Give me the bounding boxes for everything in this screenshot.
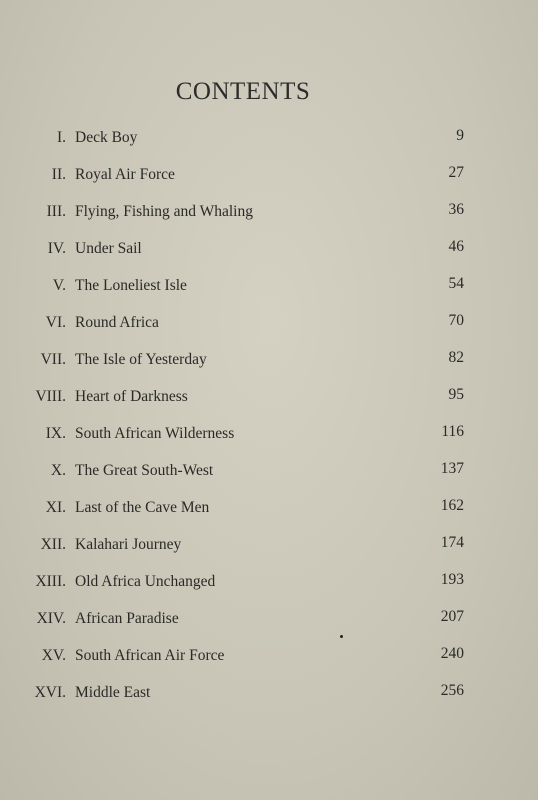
- toc-entry: [0, 276, 538, 313]
- toc-entry: [0, 572, 538, 609]
- chapter-page-number: 27: [448, 164, 464, 181]
- chapter-numeral: XIII.: [35, 573, 66, 590]
- toc-entry: [0, 128, 538, 165]
- toc-entry: [0, 609, 538, 646]
- chapter-numeral: XVI.: [34, 684, 66, 701]
- chapter-numeral: VIII.: [35, 388, 66, 405]
- chapter-numeral: I.: [56, 129, 66, 146]
- toc-entry: [0, 202, 538, 239]
- chapter-title: Royal Air Force: [75, 166, 175, 183]
- chapter-title: Round Africa: [75, 314, 159, 331]
- chapter-page-number: 82: [448, 349, 464, 366]
- chapter-title: Middle East: [75, 684, 151, 701]
- toc-entry: [0, 350, 538, 387]
- chapter-title: Under Sail: [75, 240, 142, 257]
- chapter-numeral: VII.: [40, 351, 66, 368]
- toc-entry: [0, 424, 538, 461]
- chapter-numeral: V.: [52, 277, 66, 294]
- chapter-title: The Great South-West: [75, 462, 214, 479]
- toc-entry: [0, 165, 538, 202]
- chapter-numeral: X.: [50, 462, 66, 479]
- chapter-numeral: XII.: [40, 536, 66, 553]
- chapter-title: Flying, Fishing and Whaling: [75, 203, 253, 220]
- chapter-title: Old Africa Unchanged: [75, 573, 216, 590]
- chapter-numeral: IX.: [45, 425, 66, 442]
- chapter-numeral: III.: [46, 203, 66, 220]
- contents-heading: CONTENTS: [175, 78, 311, 105]
- chapter-page-number: 70: [448, 312, 464, 329]
- toc-entry: [0, 498, 538, 535]
- toc-entry: [0, 387, 538, 424]
- chapter-page-number: 256: [440, 682, 464, 699]
- chapter-numeral: II.: [51, 166, 66, 183]
- chapter-page-number: 162: [440, 497, 464, 514]
- toc-entry: [0, 535, 538, 572]
- chapter-title: Deck Boy: [75, 129, 138, 146]
- chapter-title: African Paradise: [75, 610, 179, 627]
- chapter-title: South African Wilderness: [75, 425, 235, 442]
- toc-entry: [0, 646, 538, 683]
- chapter-page-number: 137: [440, 460, 464, 477]
- chapter-numeral: XV.: [41, 647, 66, 664]
- toc-entry: [0, 683, 538, 720]
- chapter-page-number: 54: [448, 275, 464, 292]
- chapter-page-number: 46: [448, 238, 464, 255]
- chapter-page-number: 9: [456, 127, 464, 144]
- chapter-title: The Loneliest Isle: [75, 277, 187, 294]
- page-speck: [340, 635, 343, 638]
- chapter-page-number: 193: [440, 571, 464, 588]
- chapter-title: Kalahari Journey: [75, 536, 182, 553]
- chapter-title: The Isle of Yesterday: [75, 351, 207, 368]
- chapter-numeral: XIV.: [36, 610, 66, 627]
- chapter-title: Last of the Cave Men: [75, 499, 210, 516]
- chapter-page-number: 116: [441, 423, 464, 440]
- chapter-title: Heart of Darkness: [75, 388, 188, 405]
- toc-entry: [0, 239, 538, 276]
- chapter-title: South African Air Force: [75, 647, 225, 664]
- chapter-numeral: VI.: [45, 314, 66, 331]
- chapter-page-number: 95: [448, 386, 464, 403]
- chapter-page-number: 36: [448, 201, 464, 218]
- table-of-contents: [0, 128, 538, 720]
- chapter-page-number: 240: [440, 645, 464, 662]
- toc-entry: [0, 461, 538, 498]
- chapter-page-number: 174: [440, 534, 464, 551]
- toc-entry: [0, 313, 538, 350]
- chapter-page-number: 207: [440, 608, 464, 625]
- chapter-numeral: XI.: [45, 499, 66, 516]
- chapter-numeral: IV.: [47, 240, 66, 257]
